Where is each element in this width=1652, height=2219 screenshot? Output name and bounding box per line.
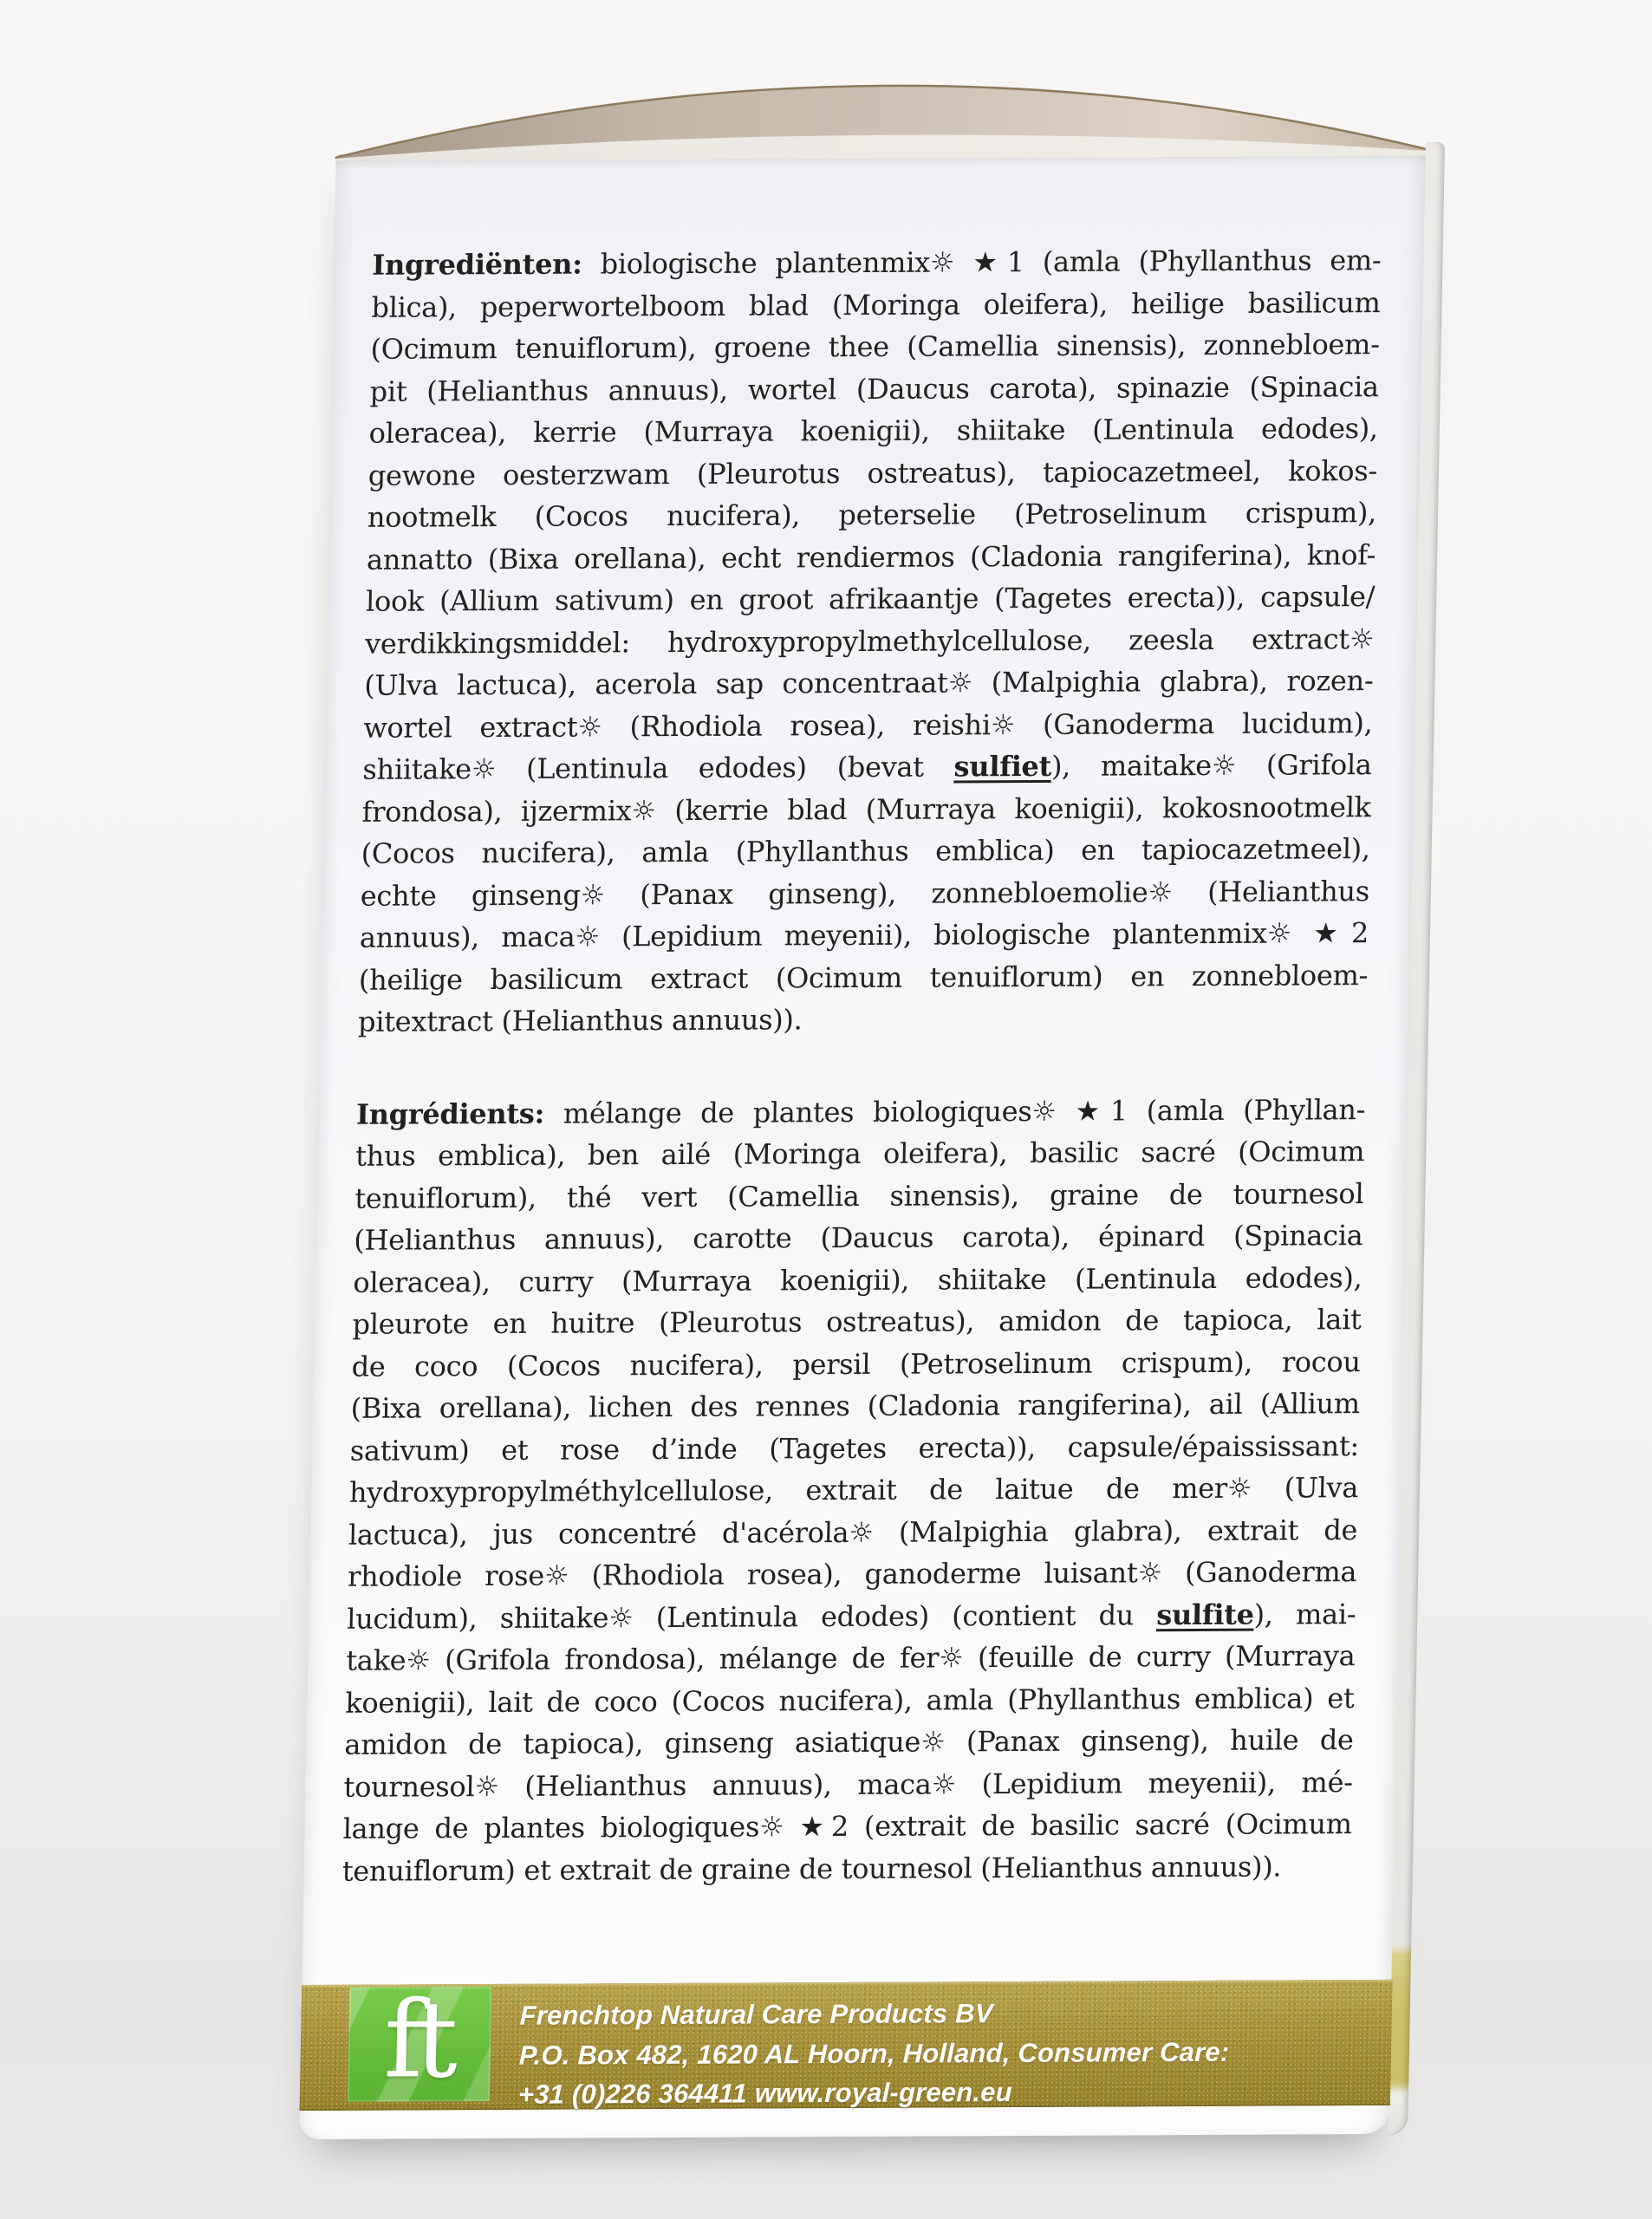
text-line: amidon de tapioca), ginseng asiatique☼ (Panax ginseng), huile de <box>344 1723 1354 1761</box>
text-line: (Ocimum tenuiflorum), groene thee (Camellia sinensis), zonnebloem- <box>370 328 1381 366</box>
logo-ft-text: ft <box>382 1978 452 2102</box>
footer-text <box>518 1992 1370 2114</box>
text-line: look (Allium sativum) en groot afrikaantje (Tagetes erecta)), capsule/ <box>365 580 1376 618</box>
text-line: thus emblica), ben ailé (Moringa oleifera), basilic sacré (Ocimum <box>354 1135 1365 1173</box>
text-line: lucidum), shiitake☼ (Lentinula edodes) (contient du sulfite), mai- <box>346 1597 1356 1636</box>
product-box <box>299 149 1427 2139</box>
text-line: pit (Helianthus annuus), wortel (Daucus carota), spinazie (Spinacia <box>369 369 1380 408</box>
company-name: Frenchtop Natural Care Products BV <box>519 1998 994 2031</box>
ingredients-paragraph-nl <box>358 239 1382 1043</box>
text-line: verdikkingsmiddel: hydroxypropylmethylcellulose, zeesla extract☼ <box>364 621 1375 660</box>
text-line: lactuca), jus concentré d'acérola☼ (Malpighia glabra), extrait de <box>348 1513 1358 1552</box>
text-line: Ingrédients: mélange de plantes biologiques☼ ★1 (amla (Phyllan- <box>355 1092 1366 1131</box>
text-line: tenuiflorum), thé vert (Camellia sinensis), graine de tournesol <box>354 1176 1364 1215</box>
text-line: wortel extract☼ (Rhodiola rosea), reishi☼ (Ganoderma lucidum), <box>363 706 1373 745</box>
text-line: frondosa), ijzermix☼ (kerrie blad (Murraya koenigii), kokosnootmelk <box>361 790 1372 829</box>
text-line: Ingrediënten: biologische plantenmix☼ ★1 (amla (Phyllanthus em- <box>372 244 1382 282</box>
ingredients-paragraph-fr <box>341 1089 1365 1892</box>
text-line: shiitake☼ (Lentinula edodes) (bevat sulfiet), maitake☼ (Grifola <box>362 748 1372 786</box>
company-phone-web: +31 (0)226 364411 www.royal-green.eu <box>517 2076 1013 2110</box>
text-line: take☼ (Grifola frondosa), mélange de fer☼ (feuille de curry (Murraya <box>345 1639 1356 1677</box>
text-line: tenuiflorum) et extrait de graine de tournesol (Helianthus annuus)). <box>341 1849 1282 1888</box>
text-line: pitextract (Helianthus annuus)). <box>357 1003 803 1038</box>
text-line: echte ginseng☼ (Panax ginseng), zonnebloemolie☼ (Helianthus <box>360 874 1370 913</box>
text-line: (Bixa orellana), lichen des rennes (Cladonia rangiferina), ail (Allium <box>350 1387 1361 1425</box>
text-line: rhodiole rose☼ (Rhodiola rosea), ganoderme luisant☼ (Ganoderma <box>347 1555 1357 1593</box>
text-line: annatto (Bixa orellana), echt rendiermos (Cladonia rangiferina), knof- <box>366 537 1376 576</box>
text-line: sativum) et rose d’inde (Tagetes erecta)), capsule/épaississant: <box>349 1428 1360 1467</box>
text-line: oleracea), curry (Murraya koenigii), shiitake (Lentinula edodes), <box>353 1260 1363 1299</box>
text-line: de coco (Cocos nucifera), persil (Petroselinum crispum), rocou <box>351 1344 1362 1383</box>
text-line: gewone oesterzwam (Pleurotus ostreatus), tapiocazetmeel, kokos- <box>367 453 1378 492</box>
text-line: nootmelk (Cocos nucifera), peterselie (Petroselinum crispum), <box>367 496 1377 534</box>
frenchtop-logo <box>348 1978 491 2102</box>
ingredients-panel <box>341 239 1382 1892</box>
text-line: blica), peperwortelboom blad (Moringa oleifera), heilige basilicum <box>371 285 1381 324</box>
text-line: (Helianthus annuus), carotte (Daucus carota), épinard (Spinacia <box>354 1219 1363 1257</box>
footer-band <box>300 1980 1393 2111</box>
text-line: pleurote en huitre (Pleurotus ostreatus), amidon de tapioca, lait <box>352 1303 1363 1341</box>
text-line: tournesol☼ (Helianthus annuus), maca☼ (Lepidium meyenii), mé- <box>343 1765 1354 1804</box>
text-line: (heilige basilicum extract (Ocimum tenuiflorum) en zonnebloem- <box>358 958 1369 997</box>
text-line: annuus), maca☼ (Lepidium meyenii), biologische plantenmix☼ ★2 <box>359 916 1369 954</box>
text-line: (Ulva lactuca), acerola sap concentraat☼ (Malpighia glabra), rozen- <box>363 664 1374 702</box>
text-line: lange de plantes biologiques☼ ★2 (extrait de basilic sacré (Ocimum <box>342 1807 1353 1845</box>
company-address: P.O. Box 482, 1620 AL Hoorn, Holland, Consumer Care: <box>518 2036 1230 2071</box>
text-line: koenigii), lait de coco (Cocos nucifera), amla (Phyllanthus emblica) et <box>345 1681 1355 1720</box>
box-lid <box>334 73 1429 161</box>
text-line: hydroxypropylméthylcellulose, extrait de laitue de mer☼ (Ulva <box>348 1471 1359 1509</box>
text-line: oleracea), kerrie (Murraya koenigii), shiitake (Lentinula edodes), <box>368 412 1379 450</box>
box-side-edge <box>1389 142 1445 2136</box>
text-line: (Cocos nucifera), amla (Phyllanthus emblica) en tapiocazetmeel), <box>361 832 1371 870</box>
